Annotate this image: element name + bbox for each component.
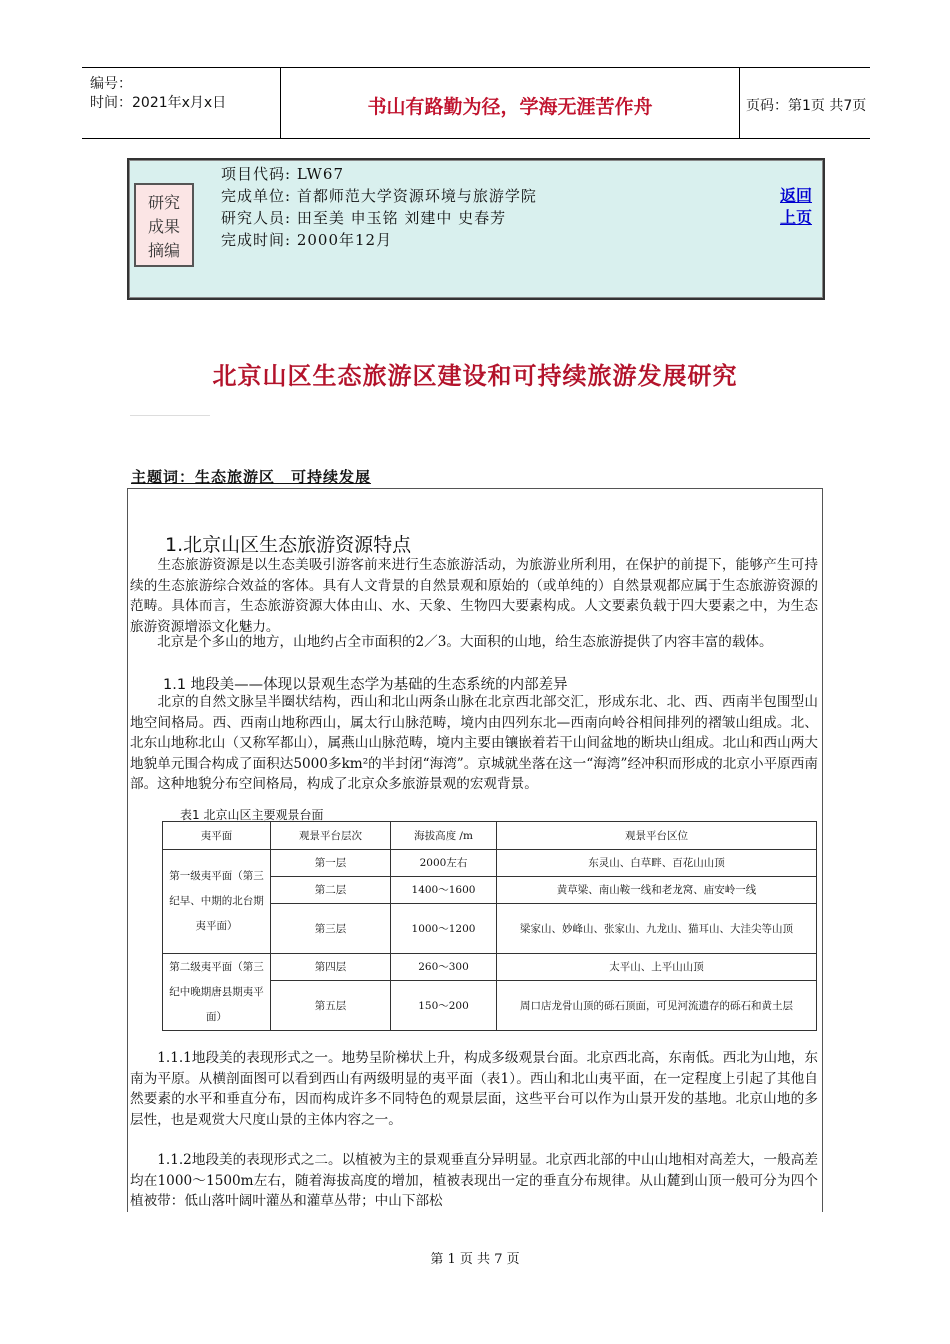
table-row [163,850,817,877]
header-page-cell [740,68,870,138]
table-cell-group: 第二级夷平面（第三纪中晚期唐县期夷平面） [163,954,271,1031]
stamp-line: 摘编 [147,241,180,260]
table-header: 海拔高度 /m [391,822,497,850]
table-cell: 2000左右 [391,850,497,877]
paragraph: 北京的自然文脉呈半圈状结构，西山和北山两条山脉在北京西北部交汇，形成东北、北、西、西南半包围型山地空间格局。西、西南山地称西山，属太行山脉范畴，境内由四列东北—西南向岭谷相间排列的褶皱山组成。北、北东山地称北山（又称军都山），属燕山山脉范畴，境内主要由镶嵌着若干山间盆地的断块山组成。北山和西山两大地貌单元围合构成了面积达5000多km²的半封闭“海湾”。京城就坐落在这一“海湾”经冲积而形成的北京小平原西南部。这种地貌分布空间格局，构成了北京众多旅游景观的宏观背景。 [130,694,818,792]
code-label: 编号： [90,76,132,92]
table-cell: 1000～1200 [391,904,497,954]
keywords: 主题词：生态旅游区 可持续发展 [131,468,372,486]
motto: 书山有路勤为径，学海无涯苦作舟 [367,96,653,118]
project-date: 完成时间: 2000年12月 [221,231,393,249]
stamp-line: 研究 [147,193,180,212]
page-title: 北京山区生态旅游区建设和可持续旅游发展研究 [212,361,738,390]
project-unit: 完成单位: 首都师范大学资源环境与旅游学院 [221,187,537,205]
table-cell: 150～200 [391,981,497,1031]
paragraph: 1.1.1地段美的表现形式之一。地势呈阶梯状上升，构成多级观景台面。北京西北高，东南低。西北为山地，东南为平原。从横剖面图可以看到西山有两级明显的夷平面（表1）。西山和北山夷平面，在一定程度上引起了其他自然要素的水平和垂直分布，因而构成许多不同特色的观景层面，这些平台可以作为山景开发的基地。北京山地的多层性，也是观赏大尺度山景的主体内容之一。 [130,1050,818,1128]
research-stamp [134,183,194,267]
table-cell: 太平山、上平山山顶 [497,954,817,981]
back-link[interactable]: 返回上页 [780,186,813,227]
stamp-line: 成果 [147,217,180,236]
table-cell: 第五层 [271,981,391,1031]
section-heading-1-1: 1.1 地段美——体现以景观生态学为基础的生态系统的内部差异 [163,677,568,693]
table-header: 观景平台层次 [271,822,391,850]
table-row [163,954,817,981]
table-cell: 第一层 [271,850,391,877]
table-cell: 第四层 [271,954,391,981]
table-cell: 黄草梁、南山鞍一线和老龙窝、庙安岭一线 [497,877,817,904]
page-info: 页码：第1页 共7页 [746,98,867,114]
table-cell: 1400～1600 [391,877,497,904]
table-cell: 第三层 [271,904,391,954]
table-header: 夷平面 [163,822,271,850]
paragraph: 生态旅游资源是以生态美吸引游客前来进行生态旅游活动，为旅游业所利用，在保护的前提下，能够产生可持续的生态旅游综合效益的客体。具有人文背景的自然景观和原始的（或单纯的）自然景观都应属于生态旅游资源的范畴。具体而言，生态旅游资源大体由山、水、天象、生物四大要素构成。人文要素负载于四大要素之中，为生态旅游资源增添文化魅力。 [130,557,818,635]
header-meta-cell [82,68,281,138]
divider [130,415,210,416]
table-cell: 东灵山、白草畔、百花山山顶 [497,850,817,877]
table-header-row [163,822,817,850]
project-info-box [127,158,825,300]
table-header: 观景平台区位 [497,822,817,850]
paragraph: 1.1.2地段美的表现形式之二。以植被为主的景观垂直分异明显。北京西北部的中山山地相对高差大，一般高差均在1000～1500m左右，随着海拔高度的增加，植被表现出一定的垂直分布规律。从山麓到山顶一般可分为四个植被带：低山落叶阔叶灌丛和灌草丛带；中山下部松 [130,1152,818,1209]
table-cell: 第二层 [271,877,391,904]
table-cell-group: 第一级夷平面（第三纪早、中期的北台期夷平面） [163,850,271,954]
paragraph: 北京是个多山的地方，山地约占全市面积的2／3。大面积的山地，给生态旅游提供了内容丰富的载体。 [130,634,773,650]
time-label: 时间：2021年x月x日 [90,95,227,111]
table-cell: 梁家山、妙峰山、张家山、九龙山、猫耳山、大洼尖等山顶 [497,904,817,954]
project-code: 项目代码: LW67 [221,165,344,183]
page-footer: 第 1 页 共 7 页 [430,1252,520,1267]
table-cell: 260～300 [391,954,497,981]
project-researchers: 研究人员: 田至美 申玉铭 刘建中 史春芳 [221,209,507,227]
table-caption: 表1 北京山区主要观景台面 [180,808,324,822]
section-heading-1: 1.北京山区生态旅游资源特点 [165,534,412,556]
header-motto-cell [281,68,740,138]
observation-platform-table [162,821,817,1031]
document-header [82,67,870,139]
table-cell: 周口店龙骨山顶的砾石顶面，可见河流遗存的砾石和黄土层 [497,981,817,1031]
